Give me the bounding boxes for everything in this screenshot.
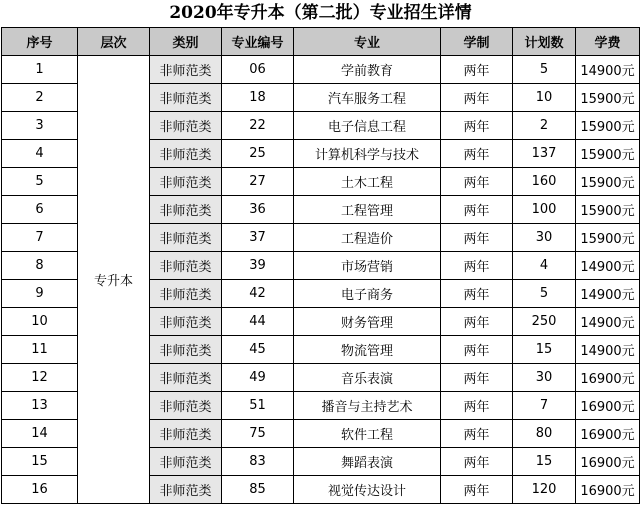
duration-cell: 两年 [441,336,513,364]
major-cell: 物流管理 [294,336,441,364]
plan-cell: 10 [513,84,576,112]
fee-cell: 15900元 [576,112,640,140]
header-seq: 序号 [2,28,78,56]
fee-cell: 16900元 [576,364,640,392]
fee-cell: 14900元 [576,336,640,364]
header-major: 专业 [294,28,441,56]
fee-cell: 15900元 [576,196,640,224]
fee-cell: 14900元 [576,252,640,280]
fee-cell: 15900元 [576,168,640,196]
plan-cell: 30 [513,364,576,392]
table-row [2,56,640,84]
fee-cell: 16900元 [576,420,640,448]
major-cell: 市场营销 [294,252,441,280]
major-cell: 舞蹈表演 [294,448,441,476]
code-cell: 25 [222,140,294,168]
category-cell: 非师范类 [150,420,222,448]
duration-cell: 两年 [441,448,513,476]
code-cell: 75 [222,420,294,448]
plan-cell: 120 [513,476,576,504]
fee-cell: 16900元 [576,392,640,420]
code-cell: 37 [222,224,294,252]
seq-cell: 5 [2,168,78,196]
major-cell: 工程管理 [294,196,441,224]
seq-cell: 15 [2,448,78,476]
fee-cell: 16900元 [576,448,640,476]
code-cell: 22 [222,112,294,140]
duration-cell: 两年 [441,252,513,280]
code-cell: 51 [222,392,294,420]
fee-cell: 14900元 [576,280,640,308]
fee-cell: 14900元 [576,56,640,84]
category-cell: 非师范类 [150,140,222,168]
code-cell: 06 [222,56,294,84]
plan-cell: 5 [513,280,576,308]
category-cell: 非师范类 [150,168,222,196]
plan-cell: 5 [513,56,576,84]
plan-cell: 100 [513,196,576,224]
seq-cell: 14 [2,420,78,448]
code-cell: 49 [222,364,294,392]
category-cell: 非师范类 [150,336,222,364]
code-cell: 83 [222,448,294,476]
duration-cell: 两年 [441,392,513,420]
table-body [2,56,640,504]
major-cell: 计算机科学与技术 [294,140,441,168]
major-cell: 软件工程 [294,420,441,448]
code-cell: 27 [222,168,294,196]
duration-cell: 两年 [441,308,513,336]
seq-cell: 7 [2,224,78,252]
category-cell: 非师范类 [150,56,222,84]
seq-cell: 1 [2,56,78,84]
category-cell: 非师范类 [150,252,222,280]
seq-cell: 8 [2,252,78,280]
major-cell: 土木工程 [294,168,441,196]
duration-cell: 两年 [441,420,513,448]
plan-cell: 7 [513,392,576,420]
plan-cell: 80 [513,420,576,448]
seq-cell: 3 [2,112,78,140]
major-cell: 电子商务 [294,280,441,308]
seq-cell: 11 [2,336,78,364]
duration-cell: 两年 [441,364,513,392]
code-cell: 42 [222,280,294,308]
header-code: 专业编号 [222,28,294,56]
duration-cell: 两年 [441,168,513,196]
seq-cell: 16 [2,476,78,504]
category-cell: 非师范类 [150,280,222,308]
major-cell: 学前教育 [294,56,441,84]
code-cell: 44 [222,308,294,336]
fee-cell: 14900元 [576,308,640,336]
major-cell: 财务管理 [294,308,441,336]
enrollment-table [1,27,640,504]
fee-cell: 15900元 [576,140,640,168]
fee-cell: 15900元 [576,84,640,112]
major-cell: 视觉传达设计 [294,476,441,504]
duration-cell: 两年 [441,84,513,112]
seq-cell: 6 [2,196,78,224]
plan-cell: 2 [513,112,576,140]
code-cell: 39 [222,252,294,280]
category-cell: 非师范类 [150,364,222,392]
seq-cell: 9 [2,280,78,308]
header-level: 层次 [78,28,150,56]
seq-cell: 2 [2,84,78,112]
plan-cell: 30 [513,224,576,252]
page-title: 2020年专升本（第二批）专业招生详情 [169,3,472,23]
major-cell: 音乐表演 [294,364,441,392]
plan-cell: 15 [513,448,576,476]
category-cell: 非师范类 [150,476,222,504]
seq-cell: 4 [2,140,78,168]
major-cell: 电子信息工程 [294,112,441,140]
duration-cell: 两年 [441,280,513,308]
fee-cell: 16900元 [576,476,640,504]
code-cell: 18 [222,84,294,112]
seq-cell: 12 [2,364,78,392]
duration-cell: 两年 [441,56,513,84]
code-cell: 36 [222,196,294,224]
major-cell: 工程造价 [294,224,441,252]
duration-cell: 两年 [441,476,513,504]
plan-cell: 15 [513,336,576,364]
header-plan: 计划数 [513,28,576,56]
category-cell: 非师范类 [150,308,222,336]
plan-cell: 160 [513,168,576,196]
plan-cell: 4 [513,252,576,280]
header-category: 类别 [150,28,222,56]
category-cell: 非师范类 [150,112,222,140]
table-header-row [2,28,640,56]
duration-cell: 两年 [441,224,513,252]
category-cell: 非师范类 [150,196,222,224]
category-cell: 非师范类 [150,448,222,476]
duration-cell: 两年 [441,196,513,224]
level-cell: 专升本 [78,56,150,504]
category-cell: 非师范类 [150,84,222,112]
code-cell: 45 [222,336,294,364]
plan-cell: 137 [513,140,576,168]
duration-cell: 两年 [441,140,513,168]
fee-cell: 15900元 [576,224,640,252]
major-cell: 播音与主持艺术 [294,392,441,420]
duration-cell: 两年 [441,112,513,140]
header-duration: 学制 [441,28,513,56]
plan-cell: 250 [513,308,576,336]
header-fee: 学费 [576,28,640,56]
seq-cell: 10 [2,308,78,336]
category-cell: 非师范类 [150,392,222,420]
major-cell: 汽车服务工程 [294,84,441,112]
code-cell: 85 [222,476,294,504]
category-cell: 非师范类 [150,224,222,252]
seq-cell: 13 [2,392,78,420]
